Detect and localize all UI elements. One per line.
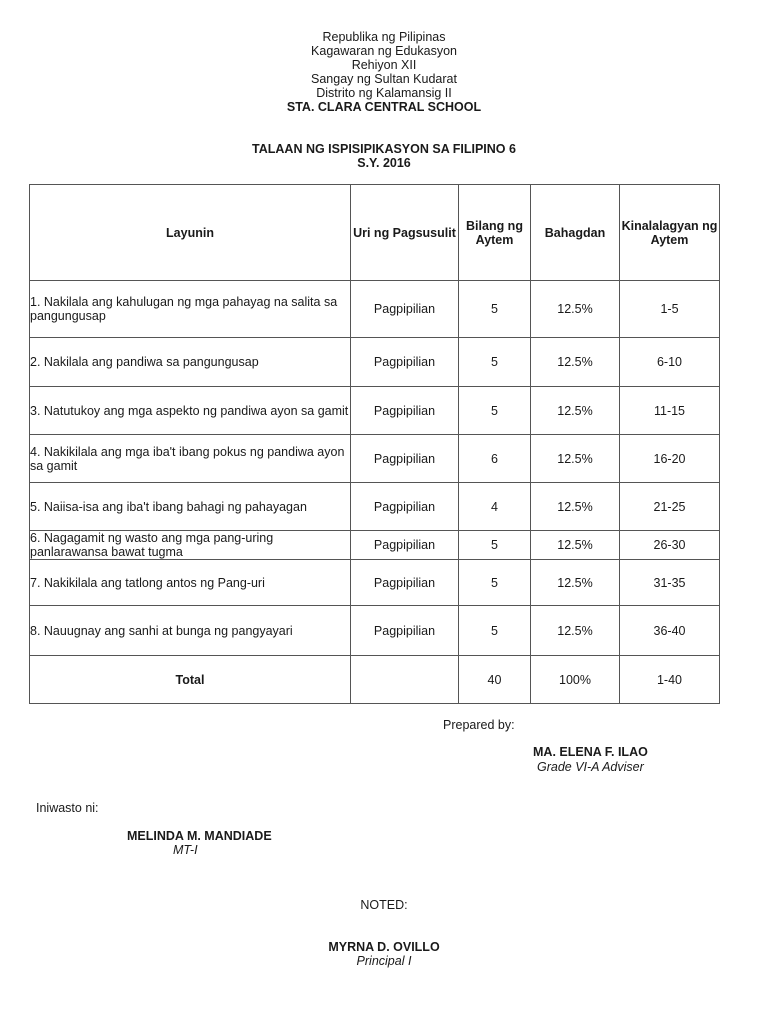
specification-table bbox=[29, 184, 720, 704]
noted-label: NOTED: bbox=[360, 898, 408, 912]
objective-cell: 5. Naiisa-isa ang iba't ibang bahagi ng pahayagan bbox=[30, 483, 351, 531]
column-header-layunin: Layunin bbox=[30, 185, 351, 281]
item-location-cell: 21-25 bbox=[620, 483, 720, 531]
item-count-cell: 5 bbox=[459, 387, 531, 435]
item-count-cell: 4 bbox=[459, 483, 531, 531]
percentage-cell: 12.5% bbox=[531, 560, 620, 606]
test-type-cell: Pagpipilian bbox=[351, 606, 459, 656]
header-line: Distrito ng Kalamansig II bbox=[316, 86, 452, 100]
prepared-by-title: Grade VI-A Adviser bbox=[537, 760, 644, 774]
total-row bbox=[30, 656, 720, 704]
column-header-bahagdan: Bahagdan bbox=[531, 185, 620, 281]
column-header-bilang: Bilang ng Aytem bbox=[459, 185, 531, 281]
table-row bbox=[30, 531, 720, 560]
school-name: STA. CLARA CENTRAL SCHOOL bbox=[286, 100, 482, 114]
table-row bbox=[30, 606, 720, 656]
document-title: TALAAN NG ISPISIPIKASYON SA FILIPINO 6 bbox=[252, 142, 516, 156]
header-line: Kagawaran ng Edukasyon bbox=[311, 44, 457, 58]
test-type-cell: Pagpipilian bbox=[351, 483, 459, 531]
objective-cell: 8. Nauugnay ang sanhi at bunga ng pangyayari bbox=[30, 606, 351, 656]
item-location-cell: 6-10 bbox=[620, 338, 720, 387]
item-location-cell: 1-5 bbox=[620, 281, 720, 338]
total-test-type bbox=[351, 656, 459, 704]
total-item-count: 40 bbox=[459, 656, 531, 704]
objective-cell: 2. Nakilala ang pandiwa sa pangungusap bbox=[30, 338, 351, 387]
noted-by-title: Principal I bbox=[356, 954, 412, 968]
table-row bbox=[30, 387, 720, 435]
prepared-by-name: MA. ELENA F. ILAO bbox=[533, 745, 648, 759]
item-location-cell: 26-30 bbox=[620, 531, 720, 560]
total-percentage: 100% bbox=[531, 656, 620, 704]
item-location-cell: 11-15 bbox=[620, 387, 720, 435]
item-count-cell: 5 bbox=[459, 531, 531, 560]
percentage-cell: 12.5% bbox=[531, 435, 620, 483]
test-type-cell: Pagpipilian bbox=[351, 435, 459, 483]
column-header-kinalalagyan: Kinalalagyan ng Aytem bbox=[620, 185, 720, 281]
percentage-cell: 12.5% bbox=[531, 483, 620, 531]
test-type-cell: Pagpipilian bbox=[351, 281, 459, 338]
table-row bbox=[30, 483, 720, 531]
objective-cell: 3. Natutukoy ang mga aspekto ng pandiwa ayon sa gamit bbox=[30, 387, 351, 435]
column-header-uri: Uri ng Pagsusulit bbox=[351, 185, 459, 281]
test-type-cell: Pagpipilian bbox=[351, 338, 459, 387]
school-year: S.Y. 2016 bbox=[357, 156, 411, 170]
percentage-cell: 12.5% bbox=[531, 606, 620, 656]
checked-by-title: MT-I bbox=[173, 843, 198, 857]
objective-cell: 7. Nakikilala ang tatlong antos ng Pang-uri bbox=[30, 560, 351, 606]
total-label: Total bbox=[30, 656, 351, 704]
item-count-cell: 6 bbox=[459, 435, 531, 483]
item-location-cell: 16-20 bbox=[620, 435, 720, 483]
percentage-cell: 12.5% bbox=[531, 338, 620, 387]
total-item-location: 1-40 bbox=[620, 656, 720, 704]
letterhead bbox=[0, 30, 768, 114]
item-count-cell: 5 bbox=[459, 338, 531, 387]
percentage-cell: 12.5% bbox=[531, 387, 620, 435]
header-line: Sangay ng Sultan Kudarat bbox=[311, 72, 457, 86]
item-location-cell: 31-35 bbox=[620, 560, 720, 606]
checked-by-name: MELINDA M. MANDIADE bbox=[127, 829, 272, 843]
checked-by-label: Iniwasto ni: bbox=[36, 801, 99, 815]
item-location-cell: 36-40 bbox=[620, 606, 720, 656]
objective-cell: 6. Nagagamit ng wasto ang mga pang-uring panlarawansa bawat tugma bbox=[30, 531, 351, 560]
objective-cell: 1. Nakilala ang kahulugan ng mga pahayag na salita sa pangungusap bbox=[30, 281, 351, 338]
document-title-block bbox=[0, 142, 768, 170]
percentage-cell: 12.5% bbox=[531, 281, 620, 338]
table-row bbox=[30, 560, 720, 606]
table-row bbox=[30, 281, 720, 338]
table-row bbox=[30, 435, 720, 483]
test-type-cell: Pagpipilian bbox=[351, 560, 459, 606]
prepared-by-label: Prepared by: bbox=[443, 718, 515, 732]
table-row bbox=[30, 338, 720, 387]
table-header-row bbox=[30, 185, 720, 281]
item-count-cell: 5 bbox=[459, 560, 531, 606]
test-type-cell: Pagpipilian bbox=[351, 531, 459, 560]
header-line: Republika ng Pilipinas bbox=[322, 30, 446, 44]
noted-by-name: MYRNA D. OVILLO bbox=[328, 940, 440, 954]
test-type-cell: Pagpipilian bbox=[351, 387, 459, 435]
objective-cell: 4. Nakikilala ang mga iba't ibang pokus ng pandiwa ayon sa gamit bbox=[30, 435, 351, 483]
header-line: Rehiyon XII bbox=[351, 58, 417, 72]
item-count-cell: 5 bbox=[459, 606, 531, 656]
item-count-cell: 5 bbox=[459, 281, 531, 338]
percentage-cell: 12.5% bbox=[531, 531, 620, 560]
